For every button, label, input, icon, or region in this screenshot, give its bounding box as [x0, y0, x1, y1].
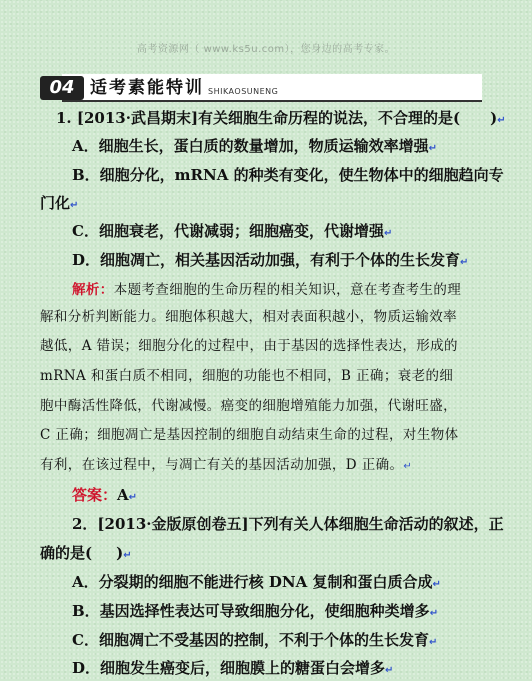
banner-title: 适考素能特训 [90, 78, 204, 98]
q1-analysis-line-7 [40, 455, 500, 477]
banner-number: 04 [40, 76, 84, 100]
q1-analysis-line-5: 胞中酶活性降低，代谢减慢。癌变的细胞增殖能力加强，代谢旺盛， [40, 398, 457, 414]
return-mark-icon: ↵ [385, 665, 394, 676]
q1-option-d [72, 250, 532, 273]
q1-stem-end: ) [490, 109, 498, 127]
q1-analysis-line-3: 越低，A 错误；细胞分化的过程中，由于基因的选择性表达，形成的 [40, 338, 458, 354]
q1-analysis-line-4: mRNA 和蛋白质不相同，细胞的功能也不相同，B 正确；衰老的细 [40, 368, 454, 384]
return-mark-icon: ↵ [128, 492, 138, 503]
q2-stem-end: ) [116, 544, 124, 562]
return-mark-icon: ↵ [432, 579, 441, 590]
return-mark-icon: ↵ [383, 228, 393, 239]
q1-option-b-text: B．细胞分化，mRNA 的种类有变化，使生物体中的细胞趋向专 [72, 166, 504, 184]
q1-option-b-line1 [72, 165, 532, 185]
analysis-text: 本题考查细胞的生命历程的相关知识，意在考查考生的理 [113, 282, 462, 298]
answer-value: A [117, 486, 129, 504]
q1-analysis-line-1 [72, 280, 502, 300]
answer-label: 答案： [72, 486, 118, 504]
q1-option-a-text: A．细胞生长，蛋白质的数量增加，物质运输效率增强 [72, 137, 429, 155]
q2-option-b-text: B．基因选择性表达可导致细胞分化，使细胞种类增多 [72, 602, 430, 620]
q1-option-c [72, 221, 532, 244]
q2-option-c-text: C．细胞凋亡不受基因的控制，不利于个体的生长发育 [72, 631, 429, 649]
q2-stem-line1: 2．[2013·金版原创卷五]下列有关人体细胞生命活动的叙述，正 [72, 515, 504, 533]
return-mark-icon: ↵ [429, 608, 439, 619]
return-mark-icon: ↵ [497, 115, 506, 126]
q2-option-b [72, 601, 532, 624]
return-mark-icon: ↵ [123, 550, 132, 561]
q1-stem-text: 1. [2013·武昌期末]有关细胞生命历程的说法，不合理的是( [56, 109, 461, 127]
q1-stem [56, 108, 526, 131]
q1-analysis-line-6: C 正确；细胞凋亡是基因控制的细胞自动结束生命的过程，对生物体 [40, 427, 459, 443]
banner-subtitle: SHIKAOSUNENG [208, 87, 279, 96]
q2-stem-line2 [40, 543, 510, 566]
return-mark-icon: ↵ [70, 200, 79, 211]
watermark-text: 高考资源网（ www.ks5u.com），您身边的高考专家。 [136, 44, 396, 55]
return-mark-icon: ↵ [403, 461, 413, 472]
section-banner [40, 70, 490, 104]
analysis-label: 解析： [72, 282, 114, 298]
q1-option-b-text-cont: 门化 [40, 194, 71, 212]
q2-option-a [72, 572, 532, 595]
q1-option-c-text: C．细胞衰老，代谢减弱；细胞癌变，代谢增强 [72, 222, 384, 240]
q2-option-c [72, 630, 532, 653]
return-mark-icon: ↵ [460, 257, 469, 268]
q1-option-d-text: D．细胞凋亡，相关基因活动加强，有利于个体的生长发育 [72, 251, 461, 269]
q2-option-d [72, 658, 532, 681]
return-mark-icon: ↵ [428, 637, 438, 648]
q2-option-d-text: D．细胞发生癌变后，细胞膜上的糖蛋白会增多 [72, 659, 386, 677]
q2-stem-text: 确的是( [40, 544, 93, 562]
q2-option-a-text: A．分裂期的细胞不能进行核 DNA 复制和蛋白质合成 [72, 573, 433, 591]
q1-analysis-line-2: 解和分析判断能力。细胞体积越大，相对表面积越小，物质运输效率 [40, 309, 457, 325]
q1-option-a [72, 136, 532, 159]
q1-option-b-line2 [40, 193, 510, 216]
analysis-text-last: 有利，在该过程中，与凋亡有关的基因活动加强，D 正确。 [40, 457, 404, 473]
q1-answer [72, 485, 532, 508]
return-mark-icon: ↵ [428, 143, 438, 154]
